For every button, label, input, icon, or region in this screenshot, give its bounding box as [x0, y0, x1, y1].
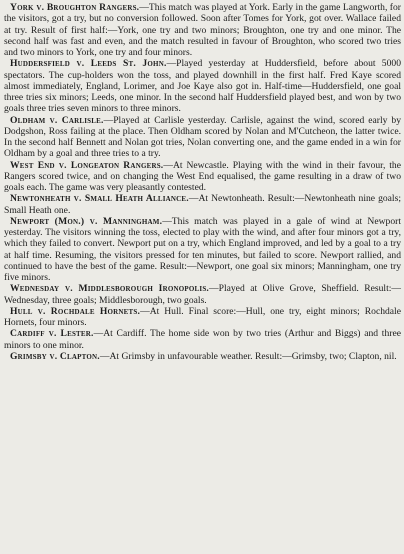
report-body: —Played at Olive Grove, Sheffield. Result:—Wednesday, three goals; Middlesborough, two goals.	[4, 283, 401, 306]
match-report-york-broughton	[4, 2, 401, 58]
report-body: —At Newtonheath. Result:—Newtonheath nine goals; Small Heath one.	[4, 193, 401, 216]
report-body: —This match was played in a gale of wind at Newport yesterday. The visitors winning the toss, elected to play with the wind, and after four minors got a try, which they failed to convert. Newport put on a try, which England improved, and led by a goal to a try at half time. Resuming, the visitors pressed for ten minutes, but failed to score. Newport rallied, and continued to have the best of the game. Result:—Newport, one goal six minors; Manningham, one try five minors.	[4, 215, 401, 283]
match-report-newport-manningham	[4, 216, 401, 284]
report-body: —At Grimsby in unfavourable weather. Result:—Grimsby, two; Clapton, nil.	[99, 350, 397, 362]
report-body: —Played at Carlisle yesterday. Carlisle, against the wind, scored early by Dodgshon, Ross failing at the place. Then Oldham scored by Nolan and M'Cutcheon, the latter twice. In the second half Bennett and Nolan got tries, Nolan converting one, and the game ended in a win for Oldham by a goal and three tries to a try.	[4, 114, 402, 160]
report-headline: West End v. Longeaton Rangers.	[10, 159, 164, 171]
report-headline: York v. Broughton Rangers.	[10, 2, 140, 13]
report-body: —At Cardiff. The home side won by two tries (Arthur and Biggs) and three minors to one minor.	[4, 328, 401, 351]
report-headline: Cardiff v. Lester.	[10, 328, 94, 340]
match-report-grimsby-clapton	[4, 351, 401, 362]
report-body: —This match was played at York. Early in the game Langworth, for the visitors, got a try, but no conversion followed. Soon after Tomes for York, got over. Wallace failed at try. Result of first half:—York, one try and two minors; Broughton, one try and one minor. The second half was fast and even, and the match resulted in favour of Broughton, who scored two tries and two minors to York, one try and four minors.	[4, 2, 401, 58]
match-report-huddersfield-leeds	[4, 58, 401, 114]
report-headline: Huddersfield v. Leeds St. John.	[10, 58, 167, 70]
match-report-westend-longeaton	[4, 160, 401, 194]
report-body: —At Newcastle. Playing with the wind in their favour, the Rangers scored twice, and on changing the West End equalised, the game resulting in a draw of two goals each. The game was very pleasantly contested.	[4, 159, 401, 193]
report-body: —Played yesterday at Huddersfield, before about 5000 spectators. The cup-holders won the toss, and played downhill in the first half. Fred Kaye scored almost immediately, England, Lorimer, and Joe Kaye also got in. Half-time—Huddersfield, one goal three tries six minors; Leeds, one minor. In the second half Huddersfield played best, and won by two goals three tries seven minors to three minors.	[4, 58, 401, 115]
report-body: —At Hull. Final score:—Hull, one try, eight minors; Rochdale Hornets, four minors.	[4, 305, 401, 328]
report-headline: Newport (Mon.) v. Manningham.	[10, 215, 163, 227]
report-headline: Newtonheath v. Small Heath Alliance.	[10, 193, 189, 205]
match-report-newtonheath-smallheath	[4, 193, 401, 216]
report-headline: Grimsby v. Clapton.	[10, 350, 100, 362]
report-headline: Oldham v. Carlisle.	[10, 114, 104, 126]
report-headline: Hull v. Rochdale Hornets.	[10, 305, 141, 317]
match-report-hull-rochdale	[4, 306, 401, 329]
match-report-wednesday-middlesborough	[4, 283, 401, 306]
report-headline: Wednesday v. Middlesborough Ironopolis.	[10, 283, 210, 295]
match-report-oldham-carlisle	[4, 115, 401, 160]
match-report-cardiff-lester	[4, 328, 401, 351]
